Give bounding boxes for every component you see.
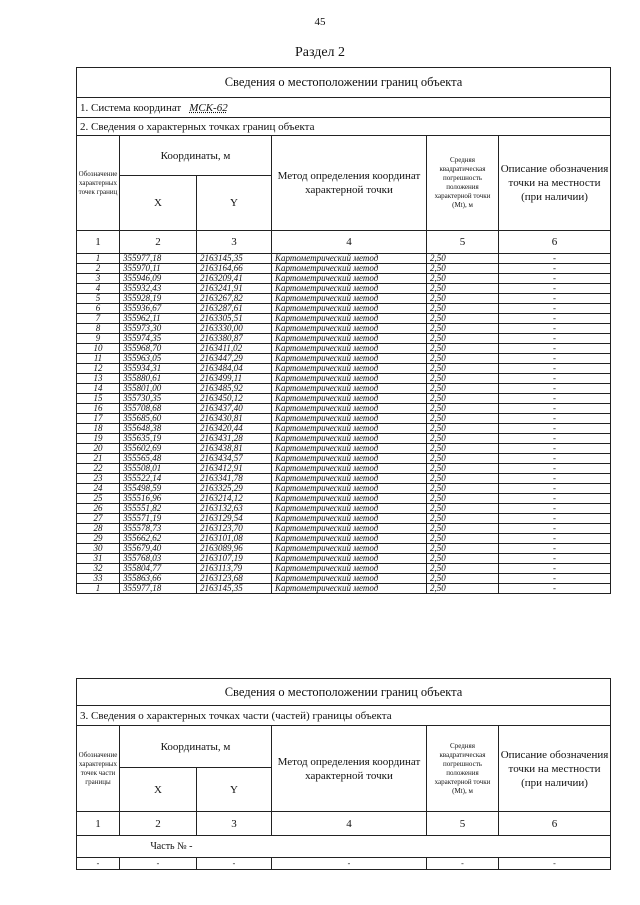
table-row [77, 474, 611, 484]
table-cell: Картометрический метод [272, 564, 427, 574]
table-cell: Картометрический метод [272, 314, 427, 324]
table-row [77, 424, 611, 434]
table-cell: Картометрический метод [272, 524, 427, 534]
table-title: Сведения о местоположении границ объекта [77, 68, 611, 98]
table-cell: - [499, 434, 611, 444]
table-cell: - [499, 314, 611, 324]
table-cell: 28 [77, 524, 120, 534]
table-cell: 14 [77, 384, 120, 394]
column-number: 3 [197, 231, 272, 254]
table-cell: 2163123,70 [197, 524, 272, 534]
coord-system-value: МСК-62 [189, 101, 228, 114]
table-cell: 2,50 [427, 354, 499, 364]
table-cell: 2,50 [427, 264, 499, 274]
column-number-row [77, 812, 611, 836]
table-cell: Картометрический метод [272, 324, 427, 334]
table-cell: - [499, 354, 611, 364]
part-boundary-points-table [76, 678, 611, 870]
table-cell: Картометрический метод [272, 534, 427, 544]
table-row [77, 384, 611, 394]
header-y: Y [197, 176, 272, 231]
table-cell: 7 [77, 314, 120, 324]
table-row [77, 584, 611, 594]
table-cell: 13 [77, 374, 120, 384]
table2-subtitle: 3. Сведения о характерных точках части (частей) границы объекта [77, 706, 611, 726]
table-cell: 2,50 [427, 514, 499, 524]
table-cell: 355522,14 [120, 474, 197, 484]
table-row [77, 504, 611, 514]
table-cell: 355963,05 [120, 354, 197, 364]
table-cell: 2,50 [427, 494, 499, 504]
table-cell: 355932,43 [120, 284, 197, 294]
table-cell: 21 [77, 454, 120, 464]
table-cell: 2,50 [427, 564, 499, 574]
table-cell: 25 [77, 494, 120, 504]
table-cell: 2,50 [427, 474, 499, 484]
table-cell: 355551,82 [120, 504, 197, 514]
part-label-spacer [77, 836, 120, 858]
table-cell: 355880,61 [120, 374, 197, 384]
table-cell: Картометрический метод [272, 284, 427, 294]
table-cell: 355977,18 [120, 584, 197, 594]
t2-header-y: Y [197, 768, 272, 812]
table-cell: 355578,73 [120, 524, 197, 534]
table-cell: 2163430,81 [197, 414, 272, 424]
table-cell: 2163450,12 [197, 394, 272, 404]
table-cell: 2163123,68 [197, 574, 272, 584]
table-cell: 33 [77, 574, 120, 584]
header-method: Метод определения координат характерной точки [272, 136, 427, 231]
header-x: X [120, 176, 197, 231]
table-cell: 2,50 [427, 544, 499, 554]
table-cell: 355635,19 [120, 434, 197, 444]
table-cell: Картометрический метод [272, 494, 427, 504]
table-cell: 4 [77, 284, 120, 294]
table-row [77, 524, 611, 534]
table-row [77, 254, 611, 264]
coord-system-label: 1. Система координат [80, 101, 182, 114]
table-cell: 2,50 [427, 504, 499, 514]
empty-cell: - [499, 858, 611, 870]
table-cell: 355962,11 [120, 314, 197, 324]
table-cell: 2163438,81 [197, 444, 272, 454]
table-cell: 2163330,00 [197, 324, 272, 334]
points-section-label: 2. Сведения о характерных точках границ объекта [77, 118, 611, 136]
t2-header-x: X [120, 768, 197, 812]
table-cell: 2,50 [427, 584, 499, 594]
table2-title: Сведения о местоположении границ объекта [77, 679, 611, 706]
table-cell: 1 [77, 584, 120, 594]
header-accuracy: Средняя квадратическая погрешность положения характерной точки (Mt), м [427, 136, 499, 231]
table-cell: 2,50 [427, 554, 499, 564]
table-cell: Картометрический метод [272, 414, 427, 424]
table-cell: 31 [77, 554, 120, 564]
table-cell: 22 [77, 464, 120, 474]
table-cell: 2,50 [427, 274, 499, 284]
table-cell: 2163089,96 [197, 544, 272, 554]
table-cell: 2163411,02 [197, 344, 272, 354]
table-cell: Картометрический метод [272, 474, 427, 484]
table-row [77, 494, 611, 504]
table-row [77, 444, 611, 454]
table-cell: 355648,38 [120, 424, 197, 434]
table-cell: 2163101,08 [197, 534, 272, 544]
table-cell: 2,50 [427, 324, 499, 334]
table-cell: - [499, 344, 611, 354]
table-cell: - [499, 474, 611, 484]
column-number-row [77, 231, 611, 254]
table-cell: 2163484,04 [197, 364, 272, 374]
table-cell: 2163267,82 [197, 294, 272, 304]
table-cell: 355768,03 [120, 554, 197, 564]
table-cell: - [499, 404, 611, 414]
table-cell: 2163431,28 [197, 434, 272, 444]
t2-header-accuracy: Средняя квадратическая погрешность положения характерной точки (Mt), м [427, 726, 499, 812]
table-cell: Картометрический метод [272, 384, 427, 394]
table-cell: - [499, 254, 611, 264]
table-cell: 355508,01 [120, 464, 197, 474]
table-row [77, 414, 611, 424]
table-cell: Картометрический метод [272, 464, 427, 474]
table-cell: 2,50 [427, 304, 499, 314]
table-cell: 2163145,35 [197, 584, 272, 594]
table-cell: 355970,11 [120, 264, 197, 274]
table-row [77, 454, 611, 464]
empty-cell: - [77, 858, 120, 870]
empty-cell: - [120, 858, 197, 870]
column-number: 1 [77, 812, 120, 836]
table-cell: 2163164,66 [197, 264, 272, 274]
table-cell: 2,50 [427, 424, 499, 434]
table-cell: - [499, 274, 611, 284]
column-number: 1 [77, 231, 120, 254]
table-cell: 29 [77, 534, 120, 544]
table-cell: Картометрический метод [272, 364, 427, 374]
table-cell: 2,50 [427, 484, 499, 494]
table-cell: - [499, 264, 611, 274]
table-cell: 355685,60 [120, 414, 197, 424]
table-cell: 2163325,29 [197, 484, 272, 494]
table-cell: - [499, 414, 611, 424]
table-cell: - [499, 544, 611, 554]
table-cell: 2163214,12 [197, 494, 272, 504]
table-cell: - [499, 554, 611, 564]
table-cell: 2,50 [427, 364, 499, 374]
table-row [77, 274, 611, 284]
empty-cell: - [427, 858, 499, 870]
table-row [77, 464, 611, 474]
part-label: Часть № - [120, 836, 197, 858]
table-row [77, 394, 611, 404]
table-row [77, 284, 611, 294]
table-cell: Картометрический метод [272, 394, 427, 404]
coord-system-line [77, 98, 611, 118]
table-cell: 355968,70 [120, 344, 197, 354]
table-cell: 23 [77, 474, 120, 484]
table-cell: 355708,68 [120, 404, 197, 414]
table-cell: 20 [77, 444, 120, 454]
table-cell: - [499, 284, 611, 294]
table-cell: 355974,35 [120, 334, 197, 344]
table-row [77, 314, 611, 324]
table-cell: - [499, 304, 611, 314]
table-cell: 355801,00 [120, 384, 197, 394]
table-cell: 2,50 [427, 334, 499, 344]
table-row [77, 354, 611, 364]
table-cell: Картометрический метод [272, 434, 427, 444]
table-cell: 355973,30 [120, 324, 197, 334]
table-cell: Картометрический метод [272, 584, 427, 594]
table-cell: Картометрический метод [272, 254, 427, 264]
table-cell: 2163113,79 [197, 564, 272, 574]
table-cell: 2,50 [427, 294, 499, 304]
table-cell: Картометрический метод [272, 574, 427, 584]
table-row [77, 294, 611, 304]
header-description: Описание обозначения точки на местности (при наличии) [499, 136, 611, 231]
table-cell: Картометрический метод [272, 354, 427, 364]
table-cell: - [499, 534, 611, 544]
table-row [77, 304, 611, 314]
table-cell: - [499, 494, 611, 504]
column-number: 5 [427, 812, 499, 836]
table-cell: 2,50 [427, 254, 499, 264]
table-cell: Картометрический метод [272, 504, 427, 514]
table-cell: 2,50 [427, 404, 499, 414]
table-cell: 355928,19 [120, 294, 197, 304]
table-row [77, 344, 611, 354]
table-cell: - [499, 484, 611, 494]
table-cell: 2,50 [427, 384, 499, 394]
table-cell: Картометрический метод [272, 264, 427, 274]
table-cell: 2 [77, 264, 120, 274]
table-cell: 2163434,57 [197, 454, 272, 464]
table-row [77, 404, 611, 414]
section-title: Раздел 2 [294, 45, 346, 60]
table-cell: Картометрический метод [272, 454, 427, 464]
table-cell: 2,50 [427, 464, 499, 474]
table-cell: - [499, 324, 611, 334]
table-cell: 2163447,29 [197, 354, 272, 364]
table-cell: 8 [77, 324, 120, 334]
table-cell: 355498,59 [120, 484, 197, 494]
table-cell: 2163412,91 [197, 464, 272, 474]
table-cell: 27 [77, 514, 120, 524]
column-number: 4 [272, 231, 427, 254]
table-cell: 355863,66 [120, 574, 197, 584]
table-cell: - [499, 424, 611, 434]
table-cell: Картометрический метод [272, 544, 427, 554]
table-cell: 10 [77, 344, 120, 354]
column-number: 2 [120, 231, 197, 254]
table-cell: 2,50 [427, 344, 499, 354]
table-cell: - [499, 524, 611, 534]
table-row [77, 484, 611, 494]
table-cell: - [499, 514, 611, 524]
table-cell: Картометрический метод [272, 444, 427, 454]
table-cell: 355571,19 [120, 514, 197, 524]
table-cell: 2163287,61 [197, 304, 272, 314]
t2-header-method: Метод определения координат характерной точки [272, 726, 427, 812]
table-cell: Картометрический метод [272, 554, 427, 564]
table-cell: 2163107,19 [197, 554, 272, 564]
column-number: 2 [120, 812, 197, 836]
table-cell: - [499, 584, 611, 594]
table-cell: 355936,67 [120, 304, 197, 314]
table-cell: 355804,77 [120, 564, 197, 574]
table-cell: 2,50 [427, 414, 499, 424]
table-row [77, 564, 611, 574]
column-number: 4 [272, 812, 427, 836]
t2-header-description: Описание обозначения точки на местности (при наличии) [499, 726, 611, 812]
table-row [77, 364, 611, 374]
table-row [77, 534, 611, 544]
table-cell: 32 [77, 564, 120, 574]
table-cell: 355730,35 [120, 394, 197, 404]
table-cell: Картометрический метод [272, 294, 427, 304]
table-cell: - [499, 394, 611, 404]
page-number: 45 [314, 16, 326, 28]
empty-cell: - [197, 858, 272, 870]
table-cell: 2163241,91 [197, 284, 272, 294]
table-cell: 1 [77, 254, 120, 264]
table-cell: - [499, 574, 611, 584]
table-cell: Картометрический метод [272, 374, 427, 384]
table-cell: 9 [77, 334, 120, 344]
column-number: 5 [427, 231, 499, 254]
table-cell: - [499, 384, 611, 394]
table-cell: - [499, 464, 611, 474]
table-row [77, 334, 611, 344]
table-cell: 2,50 [427, 394, 499, 404]
table-cell: 2,50 [427, 314, 499, 324]
table-cell: 16 [77, 404, 120, 414]
table-cell: 2163209,41 [197, 274, 272, 284]
table-cell: 2163437,40 [197, 404, 272, 414]
table-cell: 5 [77, 294, 120, 304]
table-cell: 2163485,92 [197, 384, 272, 394]
table-cell: 2163145,35 [197, 254, 272, 264]
table-cell: 2,50 [427, 284, 499, 294]
table-cell: - [499, 374, 611, 384]
table-cell: 2,50 [427, 434, 499, 444]
table-cell: 2163129,54 [197, 514, 272, 524]
boundary-points-table [76, 67, 611, 594]
table-cell: 355516,96 [120, 494, 197, 504]
table-cell: - [499, 504, 611, 514]
table-cell: 355679,40 [120, 544, 197, 554]
column-number: 6 [499, 231, 611, 254]
table-cell: 26 [77, 504, 120, 514]
table-cell: - [499, 454, 611, 464]
table-row [77, 554, 611, 564]
table-row [77, 264, 611, 274]
table-cell: 15 [77, 394, 120, 404]
table-cell: Картометрический метод [272, 484, 427, 494]
table-cell: 2163305,51 [197, 314, 272, 324]
table-row [77, 374, 611, 384]
table-cell: 2163341,78 [197, 474, 272, 484]
part-label-filler [197, 836, 611, 858]
column-number: 6 [499, 812, 611, 836]
t2-header-point-designation: Обозначение характерных точек части границы [77, 726, 120, 812]
table-cell: - [499, 364, 611, 374]
table-row [77, 574, 611, 584]
table-cell: Картометрический метод [272, 514, 427, 524]
header-coordinates: Координаты, м [120, 136, 272, 176]
table-row [77, 544, 611, 554]
table-row [77, 514, 611, 524]
table-cell: 12 [77, 364, 120, 374]
table-cell: 30 [77, 544, 120, 554]
table-cell: Картометрический метод [272, 304, 427, 314]
header-point-designation: Обозначение характерных точек границ [77, 136, 120, 231]
table-row [77, 434, 611, 444]
table-cell: 2,50 [427, 574, 499, 584]
table-cell: Картометрический метод [272, 334, 427, 344]
table-cell: - [499, 564, 611, 574]
table-cell: 2163380,87 [197, 334, 272, 344]
t2-header-coordinates: Координаты, м [120, 726, 272, 768]
table-cell: 355565,48 [120, 454, 197, 464]
table-cell: Картометрический метод [272, 424, 427, 434]
table-cell: Картометрический метод [272, 344, 427, 354]
table-cell: 355602,69 [120, 444, 197, 454]
table-cell: 18 [77, 424, 120, 434]
table-cell: Картометрический метод [272, 404, 427, 414]
table-cell: 355934,31 [120, 364, 197, 374]
table-cell: 355946,09 [120, 274, 197, 284]
empty-row [77, 858, 611, 870]
table-cell: 3 [77, 274, 120, 284]
table-cell: 11 [77, 354, 120, 364]
table-row [77, 324, 611, 334]
table-cell: - [499, 334, 611, 344]
table-cell: 2163499,11 [197, 374, 272, 384]
empty-cell: - [272, 858, 427, 870]
table-cell: 19 [77, 434, 120, 444]
column-number: 3 [197, 812, 272, 836]
table-cell: Картометрический метод [272, 274, 427, 284]
table-cell: 355662,62 [120, 534, 197, 544]
table-cell: 2,50 [427, 534, 499, 544]
table-cell: 6 [77, 304, 120, 314]
table-cell: 2,50 [427, 374, 499, 384]
table-cell: - [499, 444, 611, 454]
table-cell: 2,50 [427, 454, 499, 464]
table-cell: 24 [77, 484, 120, 494]
table-cell: 2163420,44 [197, 424, 272, 434]
table-cell: 2,50 [427, 524, 499, 534]
table-cell: 355977,18 [120, 254, 197, 264]
table-cell: 2,50 [427, 444, 499, 454]
table-cell: 17 [77, 414, 120, 424]
table-cell: - [499, 294, 611, 304]
table-cell: 2163132,63 [197, 504, 272, 514]
